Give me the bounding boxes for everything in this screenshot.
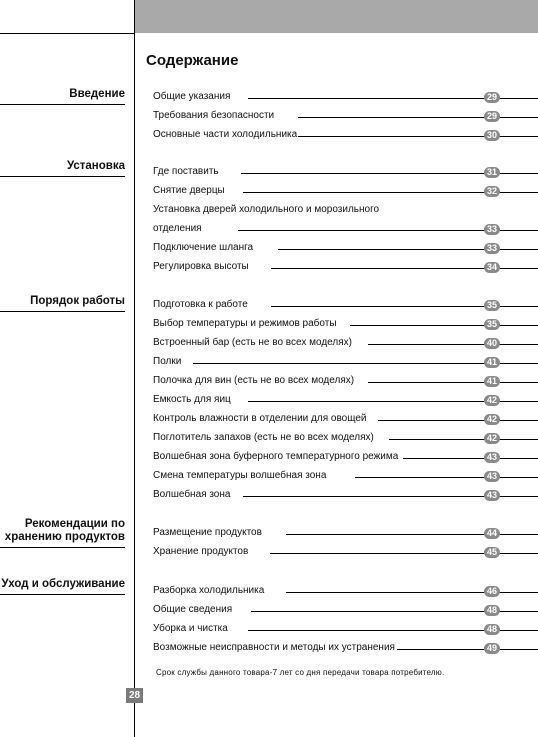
footer-note: Срок службы данного товара-7 лет со дня передачи товара потребителю.: [156, 668, 445, 677]
toc-page-badge: 30: [484, 130, 500, 141]
toc-entry-title: Где поставить: [153, 166, 219, 177]
toc-page-badge: 42: [484, 414, 500, 425]
leader-line: [368, 382, 538, 383]
toc-entry[interactable]: [153, 355, 538, 369]
toc-entry[interactable]: [153, 526, 538, 540]
toc-entry[interactable]: [153, 488, 538, 502]
toc-page-badge: 34: [484, 262, 500, 273]
toc-page-badge: 32: [484, 186, 500, 197]
leader-line: [350, 325, 538, 326]
toc-entry[interactable]: [153, 109, 538, 123]
toc-entry-title: Волшебная зона: [153, 489, 231, 500]
toc-entry-title: Емкость для яиц: [153, 394, 231, 405]
toc-entry[interactable]: [153, 241, 538, 255]
toc-entry[interactable]: [153, 90, 538, 104]
toc-entry[interactable]: [153, 298, 538, 312]
toc-page-badge: 43: [484, 490, 500, 501]
toc-entry-title: Смена температуры волшебная зона: [153, 470, 327, 481]
toc-entry-title: Уборка и чистка: [153, 623, 228, 634]
toc-page-badge: 44: [484, 528, 500, 539]
toc-entry-title: Подключение шланга: [153, 242, 254, 253]
toc-entry[interactable]: [153, 336, 538, 350]
leader-line: [355, 477, 538, 478]
toc-entry-title: Снятие дверцы: [153, 185, 225, 196]
toc-entry-title: Основные части холодильника: [153, 129, 298, 140]
toc-page-badge: 43: [484, 452, 500, 463]
leader-line: [368, 344, 538, 345]
page-title: Содержание: [146, 52, 239, 69]
toc-page-badge: 43: [484, 471, 500, 482]
toc-entry-title: Общие указания: [153, 91, 231, 102]
toc-entry[interactable]: [153, 203, 538, 217]
toc-entry-title: отделения: [153, 223, 202, 234]
toc-entry[interactable]: [153, 260, 538, 274]
toc-entry-title: Требования безопасности: [153, 110, 275, 121]
toc-page-badge: 41: [484, 357, 500, 368]
toc-entry[interactable]: [153, 374, 538, 388]
toc-page-badge: 35: [484, 300, 500, 311]
toc-page-badge: 31: [484, 167, 500, 178]
toc-page-badge: 29: [484, 92, 500, 103]
toc-page-badge: 46: [484, 586, 500, 597]
toc-entry[interactable]: [153, 641, 538, 655]
leader-line: [286, 592, 538, 593]
leader-line: [397, 649, 538, 650]
section-label: Установка: [0, 160, 125, 177]
leader-line: [378, 420, 538, 421]
page-number: 28: [126, 688, 143, 703]
toc-entry-title: Полки: [153, 356, 182, 367]
leader-line: [389, 439, 538, 440]
toc-page-badge: 35: [484, 319, 500, 330]
leader-line: [298, 136, 538, 137]
toc-entry[interactable]: [153, 603, 538, 617]
toc-entry[interactable]: [153, 431, 538, 445]
toc-page-badge: 29: [484, 111, 500, 122]
toc-page-badge: 41: [484, 376, 500, 387]
toc-entry-title: Разборка холодильника: [153, 585, 265, 596]
toc-entry[interactable]: [153, 222, 538, 236]
toc-entry[interactable]: [153, 165, 538, 179]
toc-entry[interactable]: [153, 128, 538, 142]
leader-line: [403, 458, 538, 459]
toc-entry-title: Возможные неисправности и методы их устранения: [153, 642, 395, 653]
toc-page-badge: 33: [484, 243, 500, 254]
toc-entry-title: Размещение продуктов: [153, 527, 262, 538]
toc-entry[interactable]: [153, 393, 538, 407]
vertical-rule: [134, 0, 135, 737]
toc-entry-title: Встроенный бар (есть не во всех моделях): [153, 337, 352, 348]
top-left-rule: [0, 33, 135, 34]
toc-page-badge: 48: [484, 624, 500, 635]
section-label: Рекомендации по хранению продуктов: [0, 518, 125, 548]
toc-page-badge: 40: [484, 338, 500, 349]
leader-line: [286, 534, 538, 535]
toc-entry-title: Установка дверей холодильного и морозильного: [153, 204, 380, 215]
toc-page-badge: 48: [484, 605, 500, 616]
toc-entry[interactable]: [153, 584, 538, 598]
toc-entry-title: Выбор температуры и режимов работы: [153, 318, 337, 329]
toc-entry-title: Подготовка к работе: [153, 299, 248, 310]
toc-entry-title: Хранение продуктов: [153, 546, 249, 557]
toc-page-badge: 42: [484, 433, 500, 444]
toc-entry[interactable]: [153, 317, 538, 331]
toc-entry-title: Общие сведения: [153, 604, 233, 615]
toc-page-badge: 49: [484, 643, 500, 654]
leader-line: [298, 117, 538, 118]
toc-page-badge: 33: [484, 224, 500, 235]
toc-entry-title: Полочка для вин (есть не во всех моделях): [153, 375, 355, 386]
toc-entry[interactable]: [153, 412, 538, 426]
toc-entry-title: Волшебная зона буферного температурного режима: [153, 451, 399, 462]
toc-entry[interactable]: [153, 450, 538, 464]
section-label: Порядок работы: [0, 295, 125, 312]
toc-page-badge: 42: [484, 395, 500, 406]
section-label: Введение: [0, 88, 125, 105]
toc-entry-title: Контроль влажности в отделении для овощей: [153, 413, 367, 424]
toc-entry[interactable]: [153, 184, 538, 198]
header-bar: [135, 0, 538, 33]
section-label: Уход и обслуживание: [0, 578, 125, 595]
toc-entry[interactable]: [153, 622, 538, 636]
toc-entry-title: Регулировка высоты: [153, 261, 249, 272]
toc-entry-title: Поглотитель запахов (есть не во всех моделях): [153, 432, 374, 443]
toc-page-badge: 45: [484, 547, 500, 558]
toc-entry[interactable]: [153, 545, 538, 559]
toc-entry[interactable]: [153, 469, 538, 483]
